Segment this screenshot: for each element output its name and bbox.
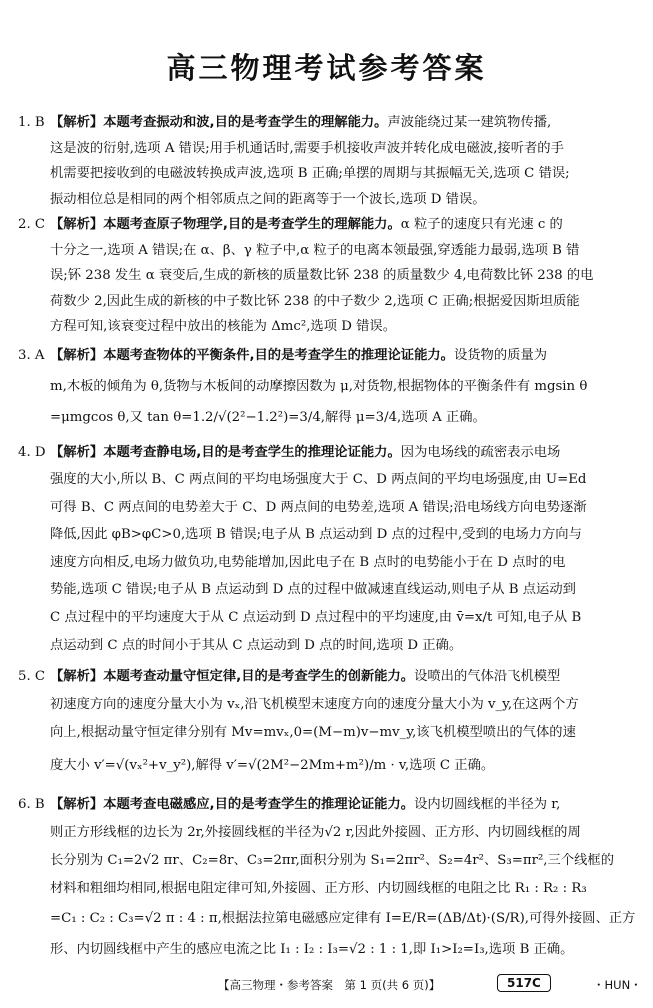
answer-item-5 — [18, 663, 640, 785]
answer-item-1 — [18, 110, 640, 212]
analysis-tag: 【解析】 — [50, 217, 104, 232]
footer-page-info: 【高三物理・参考答案 第 1 页(共 6 页)】 — [218, 978, 441, 992]
explanation-line: 降低,因此 φB>φC>0,选项 B 错误;电子从 B 点运动到 D 点的过程中,受到的电场力方向与 — [50, 527, 582, 543]
analysis-tag: 【解析】 — [50, 347, 104, 363]
answer-list — [18, 110, 640, 964]
explanation-line: =C₁ : C₂ : C₃=√2 π : 4 : π,根据法拉第电磁感应定律有 I=E/R=(ΔB/Δt)·(S/R),可得外接圆、正方 — [50, 911, 636, 927]
explanation-line: 十分之一,选项 A 错误;在 α、β、γ 粒子中,α 粒子的电离本领最强,穿透能力最弱,选项 B 错 — [50, 242, 580, 258]
explanation-text: 设内切圆线框的半径为 r, — [414, 797, 561, 813]
explanation-line — [50, 663, 640, 691]
explanation-line: 这是波的衍射,选项 A 错误;用手机通话时,需要手机接收声波并转化成电磁波,接听者的手 — [50, 140, 564, 156]
explanation-line: 荷数少 2,因此生成的新核的中子数比钚 238 的中子数少 2,选项 C 正确;根据爱因斯坦质能 — [50, 293, 580, 309]
explanation-line: 可得 B、C 两点间的电势差大于 C、D 两点间的电势差,选项 A 错误;沿电场线方向电势逐渐 — [50, 499, 587, 515]
explanation-text: α 粒子的速度只有光速 c 的 — [400, 217, 563, 232]
explanation-line: 方程可知,该衰变过程中放出的核能为 Δmc²,选项 D 错误。 — [50, 319, 397, 334]
explanation-text: 设喷出的气体沿飞机模型 — [414, 669, 561, 685]
explanation-line: 误;钚 238 发生 α 衰变后,生成的新核的质量数比钚 238 的质量数少 4,电荷数比钚 238 的电 — [50, 268, 594, 283]
explanation-highlight: 本题考查动量守恒定律,目的是考查学生的创新能力。 — [103, 669, 415, 685]
explanation-line — [50, 791, 640, 819]
answer-item-6 — [18, 791, 640, 964]
explanation-highlight: 本题考查原子物理学,目的是考查学生的理解能力。 — [103, 217, 401, 232]
explanation-highlight: 本题考查电磁感应,目的是考查学生的推理论证能力。 — [103, 797, 415, 813]
question-number: 6. B — [18, 797, 45, 813]
explanation-line: 强度的大小,所以 B、C 两点间的平均电场强度大于 C、D 两点间的平均电场强度,由 U=Ed — [50, 472, 587, 488]
answer-explanation — [50, 340, 640, 433]
question-number: 4. D — [18, 444, 46, 460]
explanation-line: 速度方向相反,电场力做负功,电势能增加,因此电子在 B 点时的电势能小于在 D 点时的电 — [50, 554, 566, 570]
explanation-line — [50, 439, 640, 467]
explanation-highlight: 本题考查物体的平衡条件,目的是考查学生的推理论证能力。 — [103, 347, 454, 363]
explanation-line: 机需要把接收到的电磁波转换成声波,选项 B 正确;单摆的周期与其振幅无关,选项 C 错误; — [50, 166, 570, 181]
explanation-line: 形、内切圆线框中产生的感应电流之比 I₁ : I₂ : I₃=√2 : 1 : 1,即 I₁>I₂=I₃,选项 B 正确。 — [50, 942, 574, 958]
exam-code-badge: 517C — [497, 974, 551, 992]
explanation-line: 则正方形线框的边长为 2r,外接圆线框的半径为√2 r,因此外接圆、正方形、内切圆线框的周 — [50, 825, 581, 841]
footer-region: ・HUN・ — [593, 978, 642, 992]
explanation-line: 度大小 v′=√(vₓ²+v_y²),解得 v′=√(2M²−2Mm+m²)/m · v,选项 C 正确。 — [50, 758, 495, 774]
answer-explanation — [50, 663, 640, 785]
explanation-line: 初速度方向的速度分量大小为 vₓ,沿飞机模型末速度方向的速度分量大小为 v_y,在这两个方 — [50, 697, 579, 713]
explanation-text: 设货物的质量为 — [453, 347, 548, 363]
answer-explanation — [50, 439, 640, 660]
analysis-tag: 【解析】 — [50, 669, 104, 685]
explanation-line: 点运动到 C 点的时间小于其从 C 点运动到 D 点的时间,选项 D 正确。 — [50, 637, 463, 653]
question-number: 2. C — [18, 217, 46, 232]
explanation-line: 振动相位总是相同的两个相邻质点之间的距离等于一个波长,选项 D 错误。 — [50, 191, 486, 207]
explanation-text: 声波能绕过某一建筑物传播, — [387, 115, 552, 130]
answer-explanation — [50, 212, 640, 340]
question-number: 1. B — [18, 115, 45, 130]
explanation-line: C 点过程中的平均速度大于从 C 点运动到 D 点过程中的平均速度,由 v̄=x/t 可知,电子从 B — [50, 610, 582, 626]
explanation-line: 势能,选项 C 错误;电子从 B 点运动到 D 点的过程中做减速直线运动,则电子从 B 点运动到 — [50, 582, 576, 598]
explanation-line: 向上,根据动量守恒定律分别有 Mv=mvₓ,0=(M−m)v−mv_y,该飞机模型喷出的气体的速 — [50, 725, 576, 741]
question-number: 5. C — [18, 669, 46, 685]
explanation-line — [50, 340, 640, 371]
explanation-highlight: 本题考查静电场,目的是考查学生的推理论证能力。 — [103, 444, 401, 460]
answer-explanation — [50, 110, 640, 212]
explanation-line — [50, 110, 640, 136]
question-number: 3. A — [18, 347, 45, 363]
explanation-line: 长分别为 C₁=2√2 πr、C₂=8r、C₃=2πr,面积分别为 S₁=2πr²、S₂=4r²、S₃=πr²,三个线框的 — [50, 852, 615, 868]
explanation-line — [50, 212, 640, 238]
answer-explanation — [50, 791, 640, 964]
explanation-line: m,木板的倾角为 θ,货物与木板间的动摩擦因数为 μ,对货物,根据物体的平衡条件有 mgsin θ — [50, 378, 588, 394]
analysis-tag: 【解析】 — [50, 797, 104, 813]
analysis-tag: 【解析】 — [50, 115, 104, 130]
answer-item-3 — [18, 340, 640, 433]
explanation-line: 材料和粗细均相同,根据电阻定律可知,外接圆、正方形、内切圆线框的电阻之比 R₁ : R₂ : R₃ — [50, 880, 587, 896]
explanation-line: =μmgcos θ,又 tan θ=1.2/√(2²−1.2²)=3/4,解得 μ=3/4,选项 A 正确。 — [50, 409, 486, 425]
analysis-tag: 【解析】 — [50, 444, 104, 460]
page-title: 高三物理考试参考答案 — [166, 51, 487, 85]
explanation-text: 因为电场线的疏密表示电场 — [400, 444, 561, 460]
answer-item-4 — [18, 439, 640, 660]
answer-item-2 — [18, 212, 640, 340]
explanation-highlight: 本题考查振动和波,目的是考查学生的理解能力。 — [103, 115, 388, 130]
